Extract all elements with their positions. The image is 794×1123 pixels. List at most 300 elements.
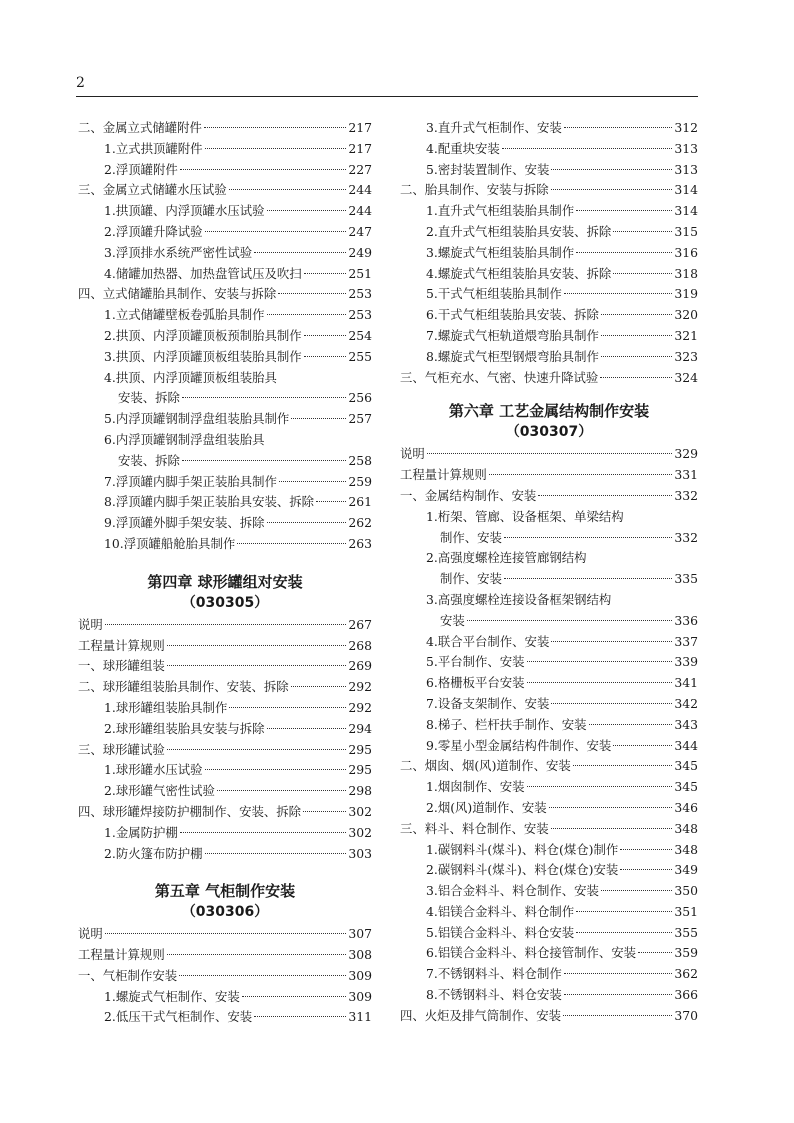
dot-leader xyxy=(205,148,347,149)
dot-leader xyxy=(303,811,346,812)
toc-entry-page: 321 xyxy=(674,327,698,343)
toc-entry-page: 348 xyxy=(674,841,698,857)
toc-entry xyxy=(78,347,372,368)
toc-entry xyxy=(78,430,372,451)
toc-entry xyxy=(78,139,372,160)
dot-leader xyxy=(563,1015,672,1016)
toc-entry-page: 341 xyxy=(674,675,698,691)
toc-entry xyxy=(400,118,698,139)
toc-entry-page: 314 xyxy=(674,182,698,198)
toc-entry-page: 349 xyxy=(674,862,698,878)
toc-entry-label: 说明 xyxy=(400,446,425,462)
dot-leader xyxy=(613,745,672,746)
toc-entry-page: 335 xyxy=(674,571,698,587)
toc-entry-label: 四、球形罐焊接防护棚制作、安装、拆除 xyxy=(78,803,302,819)
toc-entry-label: 1.拱顶罐、内浮顶罐水压试验 xyxy=(104,203,265,219)
dot-leader xyxy=(205,853,347,854)
toc-entry-label: 2.烟(风)道制作、安装 xyxy=(426,799,547,815)
toc-entry-page: 227 xyxy=(348,161,372,177)
toc-entry-page: 294 xyxy=(348,720,372,736)
toc-entry-label: 2.低压干式气柜制作、安装 xyxy=(104,1009,253,1025)
toc-entry-page: 254 xyxy=(348,327,372,343)
toc-entry-page: 244 xyxy=(348,203,372,219)
toc-entry-label: 三、金属立式储罐水压试验 xyxy=(78,182,227,198)
toc-block xyxy=(78,615,372,865)
dot-leader xyxy=(105,933,347,934)
toc-entry-page: 247 xyxy=(348,223,372,239)
toc-entry-page: 339 xyxy=(674,654,698,670)
toc-entry-page: 295 xyxy=(348,762,372,778)
dot-leader xyxy=(564,293,673,294)
toc-entry xyxy=(400,507,698,528)
toc-entry-page: 315 xyxy=(674,223,698,239)
toc-entry-page: 320 xyxy=(674,307,698,323)
dot-leader xyxy=(291,686,347,687)
toc-entry-label: 7.不锈钢料斗、料仓制作 xyxy=(426,966,562,982)
toc-entry-label: 1.金属防护棚 xyxy=(104,824,178,840)
toc-entry-page: 319 xyxy=(674,286,698,302)
toc-entry-label: 工程量计算规则 xyxy=(78,637,165,653)
dot-leader xyxy=(254,1016,346,1017)
toc-entry xyxy=(78,966,372,987)
dot-leader xyxy=(182,460,346,461)
toc-entry-label: 二、金属立式储罐附件 xyxy=(78,120,202,135)
toc-entry xyxy=(400,326,698,347)
toc-entry xyxy=(78,924,372,945)
dot-leader xyxy=(504,578,672,579)
toc-entry-label: 4.配重块安装 xyxy=(426,140,500,156)
toc-entry-label: 工程量计算规则 xyxy=(400,467,487,483)
toc-entry-label: 1.烟囱制作、安装 xyxy=(426,779,525,795)
toc-entry xyxy=(78,987,372,1008)
toc-entry xyxy=(78,656,372,677)
toc-entry-label: 四、立式储罐胎具制作、安装与拆除 xyxy=(78,286,277,302)
dot-leader xyxy=(180,832,347,833)
toc-entry xyxy=(400,964,698,985)
dot-leader xyxy=(564,994,673,995)
dot-leader xyxy=(167,749,347,750)
dot-leader xyxy=(564,127,673,128)
toc-entry-page: 267 xyxy=(348,616,372,632)
dot-leader xyxy=(167,665,347,666)
toc-entry-page: 309 xyxy=(348,967,372,983)
toc-entry-label: 7.螺旋式气柜轨道煨弯胎具制作 xyxy=(426,327,599,343)
dot-leader xyxy=(217,790,346,791)
dot-leader xyxy=(551,189,673,190)
toc-entry-label: 二、烟囱、烟(风)道制作、安装 xyxy=(400,758,571,774)
dot-leader xyxy=(237,543,346,544)
toc-entry xyxy=(78,698,372,719)
toc-entry-label: 4.铝镁合金料斗、料仓制作 xyxy=(426,903,575,919)
dot-leader xyxy=(551,703,672,704)
toc-entry xyxy=(400,444,698,465)
toc-entry-page: 355 xyxy=(674,924,698,940)
toc-entry-label: 2.球形罐气密性试验 xyxy=(104,783,215,799)
dot-leader xyxy=(576,252,672,253)
toc-entry-page: 348 xyxy=(674,820,698,836)
toc-entry-page: 263 xyxy=(348,535,372,551)
dot-leader xyxy=(573,765,673,766)
toc-entry-label: 8.浮顶罐内脚手架正装胎具安装、拆除 xyxy=(104,494,315,510)
toc-entry-page: 359 xyxy=(674,945,698,961)
toc-entry-label: 2.防火篷布防护棚 xyxy=(104,845,203,861)
toc-entry xyxy=(400,652,698,673)
toc-entry-label: 7.设备支架制作、安装 xyxy=(426,695,550,711)
dot-leader xyxy=(205,231,347,232)
toc-entry-page: 298 xyxy=(348,783,372,799)
toc-entry-label: 2.浮顶罐升降试验 xyxy=(104,223,203,239)
toc-entry-page: 217 xyxy=(348,140,372,156)
toc-entry-label: 2.拱顶、内浮顶罐顶板预制胎具制作 xyxy=(104,327,302,343)
toc-entry-page: 217 xyxy=(348,120,372,135)
toc-column-right xyxy=(400,118,698,1027)
dot-leader xyxy=(304,356,347,357)
dot-leader xyxy=(601,335,672,336)
toc-entry xyxy=(78,615,372,636)
toc-entry-label: 一、气柜制作安装 xyxy=(78,967,178,983)
toc-entry-label: 四、火炬及排气筒制作、安装 xyxy=(400,1007,562,1023)
toc-entry-label: 5.铝镁合金料斗、料仓安装 xyxy=(426,924,575,940)
toc-entry xyxy=(78,388,372,409)
chapter-code: （030305） xyxy=(181,594,269,611)
toc-entry-label: 3.铝合金料斗、料仓制作、安装 xyxy=(426,883,599,899)
dot-leader xyxy=(467,620,673,621)
dot-leader xyxy=(502,148,673,149)
dot-leader xyxy=(167,954,347,955)
toc-entry xyxy=(78,719,372,740)
toc-entry xyxy=(78,222,372,243)
toc-entry-label: 3.螺旋式气柜组装胎具制作 xyxy=(426,244,575,260)
dot-leader xyxy=(551,828,673,829)
toc-entry-label: 9.浮顶罐外脚手架安装、拆除 xyxy=(104,515,265,531)
toc-entry xyxy=(400,139,698,160)
toc-entry-label: 三、球形罐试验 xyxy=(78,741,165,757)
toc-entry xyxy=(400,548,698,569)
toc-entry xyxy=(78,740,372,761)
dot-leader xyxy=(291,418,346,419)
toc-entry-page: 308 xyxy=(348,947,372,963)
toc-entry-page: 244 xyxy=(348,182,372,198)
toc-entry-page: 344 xyxy=(674,737,698,753)
toc-entry-page: 261 xyxy=(348,494,372,510)
toc-entry-label: 5.密封装置制作、安装 xyxy=(426,161,550,177)
toc-entry xyxy=(400,347,698,368)
toc-entry xyxy=(400,569,698,590)
dot-leader xyxy=(278,293,346,294)
chapter-title: 第四章 球形罐组对安装 xyxy=(147,572,303,591)
toc-entry-page: 332 xyxy=(674,529,698,545)
dot-leader xyxy=(601,314,672,315)
dot-leader xyxy=(613,231,672,232)
toc-entry xyxy=(78,492,372,513)
toc-entry xyxy=(400,985,698,1006)
toc-entry-page: 362 xyxy=(674,966,698,982)
toc-entry-label: 2.高强度螺栓连接管廊钢结构 xyxy=(426,550,587,566)
toc-column-left xyxy=(78,118,372,1028)
toc-entry xyxy=(400,943,698,964)
dot-leader xyxy=(527,682,673,683)
dot-leader xyxy=(620,869,672,870)
toc-entry-page: 331 xyxy=(674,467,698,483)
toc-entry xyxy=(78,945,372,966)
toc-entry-label: 1.螺旋式气柜制作、安装 xyxy=(104,988,240,1004)
toc-entry-page: 259 xyxy=(348,473,372,489)
toc-entry xyxy=(400,486,698,507)
toc-entry xyxy=(78,677,372,698)
toc-entry-label: 6.格栅板平台安装 xyxy=(426,675,525,691)
toc-entry xyxy=(78,451,372,472)
toc-entry-page: 269 xyxy=(348,658,372,674)
toc-entry-label: 10.浮顶罐船舱胎具制作 xyxy=(104,535,236,551)
dot-leader xyxy=(504,537,672,538)
dot-leader xyxy=(489,474,673,475)
toc-entry-page: 302 xyxy=(348,803,372,819)
toc-entry-page: 345 xyxy=(674,779,698,795)
toc-entry-page: 312 xyxy=(674,120,698,135)
toc-entry xyxy=(78,243,372,264)
dot-leader xyxy=(229,189,347,190)
toc-entry xyxy=(78,368,372,389)
toc-entry-page: 311 xyxy=(348,1009,372,1025)
toc-entry-label: 说明 xyxy=(78,616,103,632)
toc-entry xyxy=(400,632,698,653)
header-rule xyxy=(76,96,698,97)
dot-leader xyxy=(638,952,672,953)
toc-entry-label: 安装 xyxy=(440,612,465,628)
toc-entry-label: 1.球形罐组装胎具制作 xyxy=(104,699,228,715)
toc-entry xyxy=(78,160,372,181)
toc-entry xyxy=(78,472,372,493)
toc-entry-page: 324 xyxy=(674,369,698,385)
toc-entry-page: 329 xyxy=(674,446,698,462)
toc-entry-page: 256 xyxy=(348,390,372,406)
toc-entry-page: 309 xyxy=(348,988,372,1004)
dot-leader xyxy=(180,169,347,170)
dot-leader xyxy=(182,397,346,398)
dot-leader xyxy=(304,335,347,336)
toc-entry xyxy=(78,118,372,139)
toc-entry-page: 262 xyxy=(348,515,372,531)
toc-entry xyxy=(78,513,372,534)
toc-block xyxy=(78,118,372,555)
toc-entry xyxy=(400,819,698,840)
toc-entry xyxy=(78,326,372,347)
toc-entry xyxy=(400,264,698,285)
toc-entry-label: 5.内浮顶罐钢制浮盘组装胎具制作 xyxy=(104,411,290,427)
toc-entry xyxy=(400,860,698,881)
toc-entry xyxy=(400,465,698,486)
toc-entry-label: 2.直升式气柜组装胎具安装、拆除 xyxy=(426,223,612,239)
toc-entry-page: 332 xyxy=(674,487,698,503)
dot-leader xyxy=(613,273,672,274)
chapter-code: （030307） xyxy=(505,424,593,441)
toc-entry xyxy=(400,368,698,389)
toc-entry-label: 三、气柜充水、气密、快速升降试验 xyxy=(400,369,599,385)
toc-entry xyxy=(400,777,698,798)
toc-entry-page: 307 xyxy=(348,926,372,942)
toc-entry xyxy=(400,590,698,611)
toc-entry xyxy=(78,409,372,430)
toc-entry-page: 345 xyxy=(674,758,698,774)
dot-leader xyxy=(105,624,347,625)
toc-entry-label: 4.联合平台制作、安装 xyxy=(426,633,550,649)
toc-entry xyxy=(78,284,372,305)
toc-entry-label: 3.拱顶、内浮顶罐顶板组装胎具制作 xyxy=(104,348,302,364)
toc-entry-label: 5.干式气柜组装胎具制作 xyxy=(426,286,562,302)
toc-entry-page: 253 xyxy=(348,286,372,302)
toc-entry-page: 346 xyxy=(674,799,698,815)
toc-block xyxy=(400,118,698,388)
toc-entry xyxy=(400,673,698,694)
toc-entry-label: 工程量计算规则 xyxy=(78,947,165,963)
toc-entry xyxy=(400,243,698,264)
chapter-title: 第六章 工艺金属结构制作安装 xyxy=(448,402,650,421)
toc-entry-label: 制作、安装 xyxy=(440,571,502,587)
toc-entry-page: 313 xyxy=(674,161,698,177)
toc-entry xyxy=(78,305,372,326)
dot-leader xyxy=(167,645,347,646)
toc-entry-page: 251 xyxy=(348,265,372,281)
toc-entry-page: 292 xyxy=(348,699,372,715)
toc-entry xyxy=(400,201,698,222)
toc-entry-label: 7.浮顶罐内脚手架正装胎具制作 xyxy=(104,473,277,489)
toc-entry-page: 253 xyxy=(348,307,372,323)
toc-entry-label: 8.不锈钢料斗、料仓安装 xyxy=(426,987,562,1003)
dot-leader xyxy=(600,377,672,378)
toc-entry xyxy=(400,923,698,944)
toc-entry xyxy=(400,528,698,549)
toc-entry xyxy=(78,201,372,222)
toc-entry-label: 安装、拆除 xyxy=(118,390,180,406)
toc-entry-label: 1.立式拱顶罐附件 xyxy=(104,140,203,156)
toc-entry xyxy=(78,760,372,781)
toc-entry-page: 336 xyxy=(674,612,698,628)
toc-entry xyxy=(400,756,698,777)
toc-entry-label: 4.螺旋式气柜组装胎具安装、拆除 xyxy=(426,265,612,281)
chapter-title: 第五章 气柜制作安装 xyxy=(154,882,296,901)
dot-leader xyxy=(267,522,347,523)
dot-leader xyxy=(538,495,672,496)
toc-entry-page: 323 xyxy=(674,348,698,364)
toc-entry xyxy=(78,781,372,802)
toc-entry-page: 350 xyxy=(674,883,698,899)
dot-leader xyxy=(267,210,347,211)
toc-entry xyxy=(400,611,698,632)
dot-leader xyxy=(527,786,673,787)
dot-leader xyxy=(551,169,672,170)
dot-leader xyxy=(279,481,346,482)
chapter-code: （030306） xyxy=(181,904,269,921)
toc-entry-label: 4.储罐加热器、加热盘管试压及吹扫 xyxy=(104,265,302,281)
toc-entry-label: 制作、安装 xyxy=(440,529,502,545)
toc-entry-label: 一、球形罐组装 xyxy=(78,658,165,674)
toc-entry xyxy=(400,160,698,181)
toc-entry-label: 1.桁架、管廊、设备框架、单梁结构 xyxy=(426,508,624,524)
toc-entry-page: 268 xyxy=(348,637,372,653)
toc-entry-label: 6.铝镁合金料斗、料仓接管制作、安装 xyxy=(426,945,637,961)
toc-entry-label: 3.高强度螺栓连接设备框架钢结构 xyxy=(426,591,612,607)
toc-entry-label: 6.内浮顶罐钢制浮盘组装胎具 xyxy=(104,431,265,447)
toc-entry xyxy=(400,180,698,201)
toc-entry-page: 366 xyxy=(674,987,698,1003)
toc-entry xyxy=(400,694,698,715)
toc-entry-label: 1.立式储罐壁板卷弧胎具制作 xyxy=(104,307,265,323)
dot-leader xyxy=(254,252,346,253)
dot-leader xyxy=(304,273,347,274)
dot-leader xyxy=(589,724,673,725)
toc-entry-page: 313 xyxy=(674,140,698,156)
dot-leader xyxy=(576,932,672,933)
toc-entry-label: 1.碳钢料斗(煤斗)、料仓(煤仓)制作 xyxy=(426,841,619,857)
toc-entry-label: 4.拱顶、内浮顶罐顶板组装胎具 xyxy=(104,369,277,385)
toc-entry-page: 318 xyxy=(674,265,698,281)
dot-leader xyxy=(576,911,672,912)
toc-entry-label: 2.球形罐组装胎具安装与拆除 xyxy=(104,720,265,736)
dot-leader xyxy=(601,356,672,357)
toc-entry xyxy=(400,305,698,326)
toc-entry-page: 258 xyxy=(348,452,372,468)
toc-entry-page: 257 xyxy=(348,411,372,427)
toc-entry-page: 316 xyxy=(674,244,698,260)
dot-leader xyxy=(551,641,672,642)
toc-entry xyxy=(400,715,698,736)
toc-entry-label: 二、球形罐组装胎具制作、安装、拆除 xyxy=(78,679,289,695)
dot-leader xyxy=(204,127,346,128)
toc-entry xyxy=(400,840,698,861)
dot-leader xyxy=(576,210,672,211)
toc-entry-page: 351 xyxy=(674,903,698,919)
toc-entry xyxy=(400,1006,698,1027)
toc-entry-label: 安装、拆除 xyxy=(118,452,180,468)
dot-leader xyxy=(205,769,347,770)
toc-entry xyxy=(78,264,372,285)
toc-entry-page: 249 xyxy=(348,244,372,260)
toc-entry-label: 二、胎具制作、安装与拆除 xyxy=(400,182,549,198)
toc-entry-label: 8.螺旋式气柜型钢煨弯胎具制作 xyxy=(426,348,599,364)
toc-entry-label: 9.零星小型金属结构件制作、安装 xyxy=(426,737,612,753)
toc-entry-label: 6.干式气柜组装胎具安装、拆除 xyxy=(426,307,599,323)
toc-entry-label: 说明 xyxy=(78,926,103,942)
toc-entry-page: 343 xyxy=(674,716,698,732)
toc-entry xyxy=(400,798,698,819)
dot-leader xyxy=(427,453,673,454)
dot-leader xyxy=(564,973,673,974)
toc-entry xyxy=(78,823,372,844)
toc-entry-label: 3.直升式气柜制作、安装 xyxy=(426,120,562,135)
toc-entry-page: 314 xyxy=(674,203,698,219)
toc-entry-page: 255 xyxy=(348,348,372,364)
page-number: 2 xyxy=(76,75,85,91)
toc-entry-page: 342 xyxy=(674,695,698,711)
dot-leader xyxy=(527,661,673,662)
toc-entry-page: 302 xyxy=(348,824,372,840)
toc-entry-label: 三、料斗、料仓制作、安装 xyxy=(400,820,549,836)
toc-entry-label: 2.碳钢料斗(煤斗)、料仓(煤仓)安装 xyxy=(426,862,619,878)
toc-entry-label: 3.浮顶排水系统严密性试验 xyxy=(104,244,253,260)
toc-entry xyxy=(78,1007,372,1028)
dot-leader xyxy=(229,707,346,708)
toc-entry xyxy=(78,180,372,201)
toc-entry-label: 1.球形罐水压试验 xyxy=(104,762,203,778)
toc-entry-label: 8.梯子、栏杆扶手制作、安装 xyxy=(426,716,587,732)
toc-entry-page: 295 xyxy=(348,741,372,757)
dot-leader xyxy=(620,849,672,850)
toc-entry xyxy=(400,222,698,243)
toc-entry-page: 292 xyxy=(348,679,372,695)
dot-leader xyxy=(179,975,346,976)
toc-entry xyxy=(78,802,372,823)
dot-leader xyxy=(316,501,346,502)
